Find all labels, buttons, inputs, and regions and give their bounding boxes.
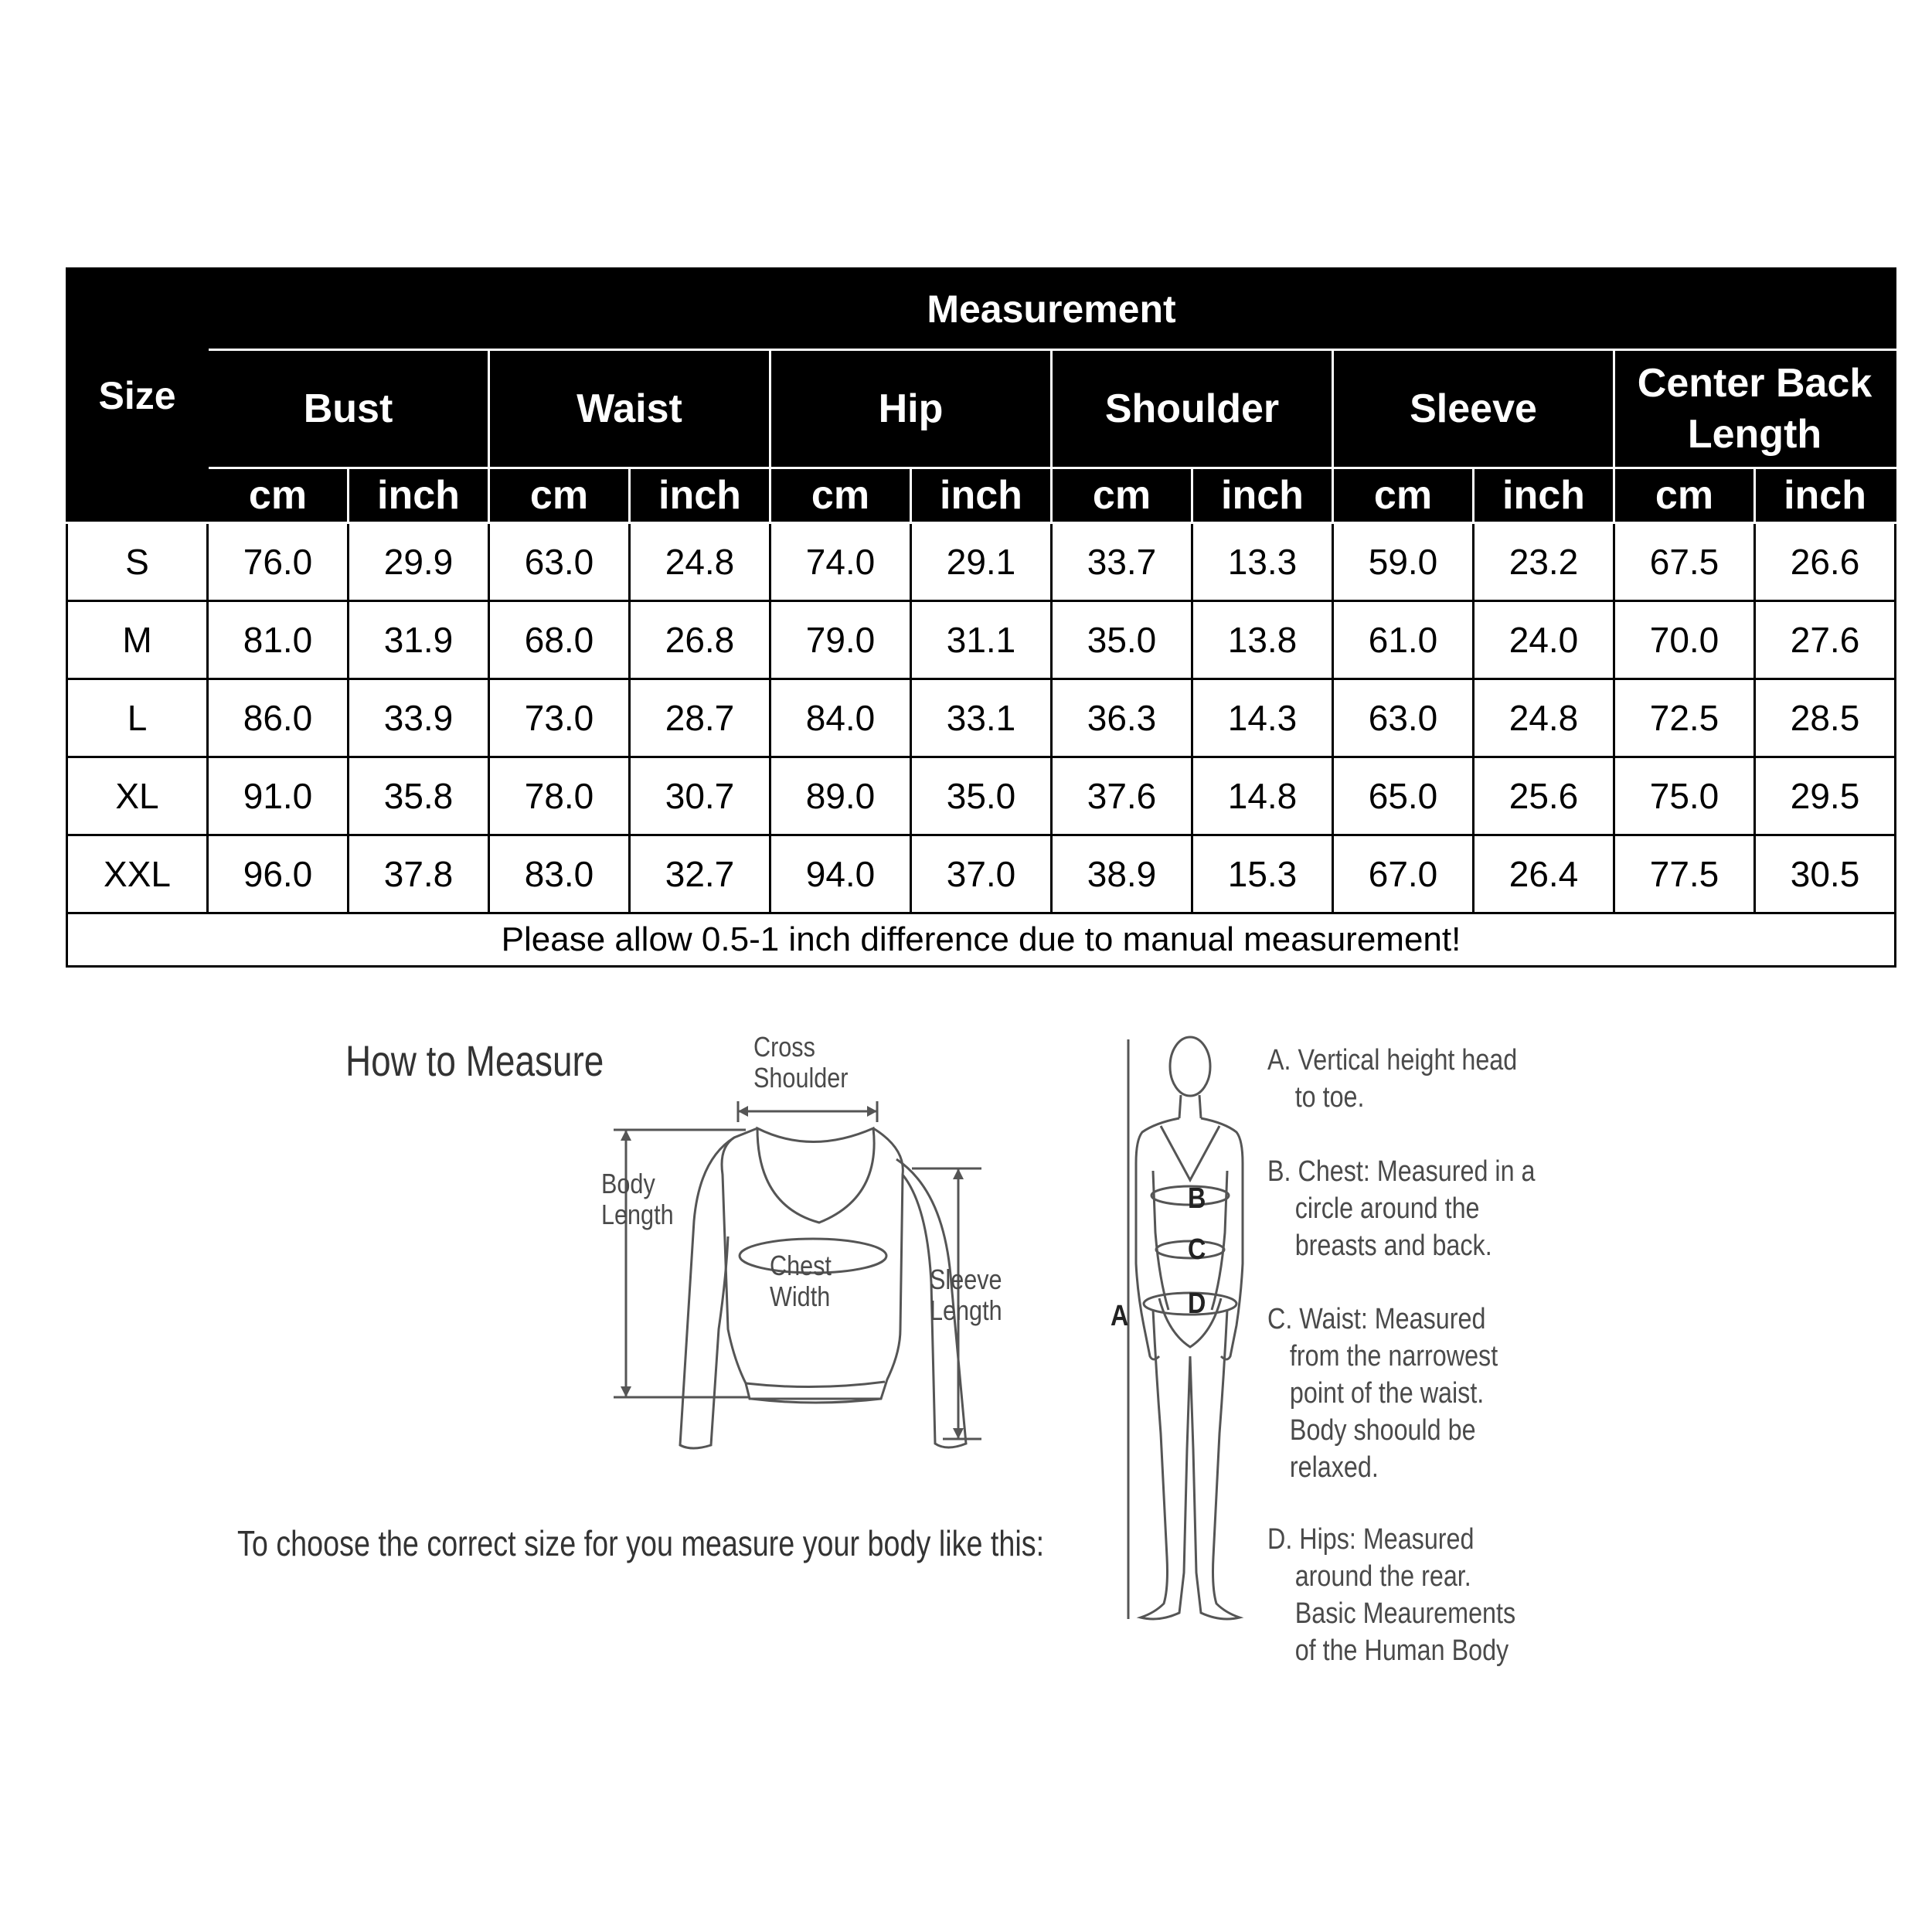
measurement-cell: 26.8 [630,601,770,679]
legend-line: from the narrowest [1289,1340,1498,1372]
measurement-note: Please allow 0.5-1 inch difference due to manual measurement! [67,913,1896,967]
legend-item-d [1267,1521,1515,1669]
group-header-hip: Hip [770,350,1052,468]
body-length-label [601,1168,674,1230]
measurement-cell: 67.0 [1333,835,1474,913]
measurement-cell: 13.8 [1192,601,1333,679]
measurement-cell: 77.5 [1614,835,1755,913]
measurement-cell: 15.3 [1192,835,1333,913]
measurement-cell: 83.0 [489,835,630,913]
measurement-cell: 79.0 [770,601,911,679]
size-cell: XL [67,757,208,835]
measurement-cell: 84.0 [770,679,911,757]
group-header-waist: Waist [489,350,770,468]
measurement-cell: 72.5 [1614,679,1755,757]
legend-line: D. Hips: Measured [1267,1523,1475,1556]
measurement-cell: 24.8 [630,523,770,601]
body-point-a: A [1111,1300,1129,1332]
measurement-cell: 35.8 [349,757,489,835]
table-row [67,679,1896,757]
measurement-cell: 78.0 [489,757,630,835]
measurement-cell: 31.9 [349,601,489,679]
legend-item-a [1267,1042,1517,1116]
measurement-cell: 35.0 [911,757,1052,835]
size-table-body [67,523,1896,913]
measurement-cell: 28.5 [1755,679,1896,757]
legend-line: Basic Meaurements [1294,1597,1516,1630]
sleeve-length-label [930,1264,1002,1326]
table-row [67,757,1896,835]
measurement-cell: 86.0 [208,679,349,757]
measurement-cell: 76.0 [208,523,349,601]
measurement-cell: 65.0 [1333,757,1474,835]
size-chart-table [66,267,1896,968]
measurement-cell: 67.5 [1614,523,1755,601]
measurement-cell: 14.3 [1192,679,1333,757]
measurement-cell: 74.0 [770,523,911,601]
table-row [67,601,1896,679]
unit-header-inch: inch [349,468,489,523]
chest-width-label [770,1250,832,1312]
unit-header-cm: cm [1052,468,1192,523]
measurement-cell: 24.0 [1474,601,1614,679]
measurement-cell: 36.3 [1052,679,1192,757]
chest-width-label-line: Width [770,1281,831,1312]
size-cell: XXL [67,835,208,913]
group-header-bust: Bust [208,350,489,468]
unit-header-cm: cm [1333,468,1474,523]
measurement-header: Measurement [208,269,1896,350]
group-header-shoulder: Shoulder [1052,350,1333,468]
measurement-cell: 30.5 [1755,835,1896,913]
measurement-cell: 59.0 [1333,523,1474,601]
body-point-b: B [1188,1182,1206,1215]
chest-width-label-line: Chest [770,1250,832,1281]
unit-header-cm: cm [208,468,349,523]
legend-line: circle around the [1294,1192,1480,1225]
choose-size-instruction: To choose the correct size for you measure your body like this: [237,1523,1045,1563]
legend-line: C. Waist: Measured [1267,1303,1486,1335]
size-cell: L [67,679,208,757]
cross-shoulder-label [753,1032,848,1094]
size-cell: S [67,523,208,601]
legend-line: B. Chest: Measured in a [1267,1155,1536,1188]
measurement-cell: 14.8 [1192,757,1333,835]
measurement-cell: 63.0 [1333,679,1474,757]
measurement-cell: 38.9 [1052,835,1192,913]
measurement-cell: 37.0 [911,835,1052,913]
measurement-cell: 75.0 [1614,757,1755,835]
measurement-cell: 32.7 [630,835,770,913]
legend-line: point of the waist. [1289,1377,1485,1410]
measurement-cell: 63.0 [489,523,630,601]
body-length-label-line: Body [601,1168,655,1199]
legend-line: A. Vertical height head [1267,1044,1518,1077]
measurement-cell: 31.1 [911,601,1052,679]
measurement-cell: 33.1 [911,679,1052,757]
legend-line: breasts and back. [1294,1230,1492,1262]
measurement-cell: 26.6 [1755,523,1896,601]
measurement-cell: 33.7 [1052,523,1192,601]
unit-header-inch: inch [630,468,770,523]
unit-header-inch: inch [1755,468,1896,523]
legend-line: of the Human Body [1294,1634,1509,1667]
human-body-diagram-icon [1113,1032,1252,1642]
measurement-cell: 73.0 [489,679,630,757]
how-to-measure-title: How to Measure [345,1036,604,1085]
measurement-cell: 37.8 [349,835,489,913]
size-header: Size [67,269,208,523]
measurement-cell: 33.9 [349,679,489,757]
legend-line: around the rear. [1294,1560,1471,1593]
measurement-cell: 29.5 [1755,757,1896,835]
table-row [67,523,1896,601]
measurement-cell: 96.0 [208,835,349,913]
unit-header-inch: inch [911,468,1052,523]
cross-shoulder-label-line: Cross [753,1031,815,1063]
measurement-cell: 30.7 [630,757,770,835]
measurement-cell: 24.8 [1474,679,1614,757]
group-header-sleeve: Sleeve [1333,350,1614,468]
unit-header-inch: inch [1192,468,1333,523]
unit-header-inch: inch [1474,468,1614,523]
measurement-cell: 29.9 [349,523,489,601]
sleeve-length-label-line: Sleeve [930,1264,1002,1295]
unit-header-cm: cm [1614,468,1755,523]
body-point-d: D [1188,1287,1206,1320]
measurement-cell: 27.6 [1755,601,1896,679]
unit-header-cm: cm [489,468,630,523]
measurement-cell: 23.2 [1474,523,1614,601]
measurement-cell: 94.0 [770,835,911,913]
measurement-cell: 28.7 [630,679,770,757]
measurement-cell: 91.0 [208,757,349,835]
legend-line: Body shoould be [1289,1414,1476,1447]
measurement-cell: 70.0 [1614,601,1755,679]
measurement-cell: 37.6 [1052,757,1192,835]
measurement-cell: 61.0 [1333,601,1474,679]
body-length-label-line: Length [601,1199,674,1230]
measurement-cell: 25.6 [1474,757,1614,835]
legend-item-b [1267,1153,1536,1264]
legend-item-c [1267,1301,1498,1486]
measurement-cell: 89.0 [770,757,911,835]
size-cell: M [67,601,208,679]
legend-line: relaxed. [1289,1451,1379,1484]
measurement-cell: 35.0 [1052,601,1192,679]
measurement-cell: 68.0 [489,601,630,679]
group-header-center-back-length: Center Back Length [1614,350,1896,468]
legend-line: to toe. [1294,1081,1365,1114]
measurement-cell: 13.3 [1192,523,1333,601]
measurement-cell: 29.1 [911,523,1052,601]
measurement-cell: 81.0 [208,601,349,679]
measurement-cell: 26.4 [1474,835,1614,913]
sleeve-length-label-line: Length [930,1294,1002,1326]
body-point-c: C [1188,1233,1206,1266]
table-row [67,835,1896,913]
cross-shoulder-label-line: Shoulder [753,1062,849,1094]
unit-header-cm: cm [770,468,911,523]
